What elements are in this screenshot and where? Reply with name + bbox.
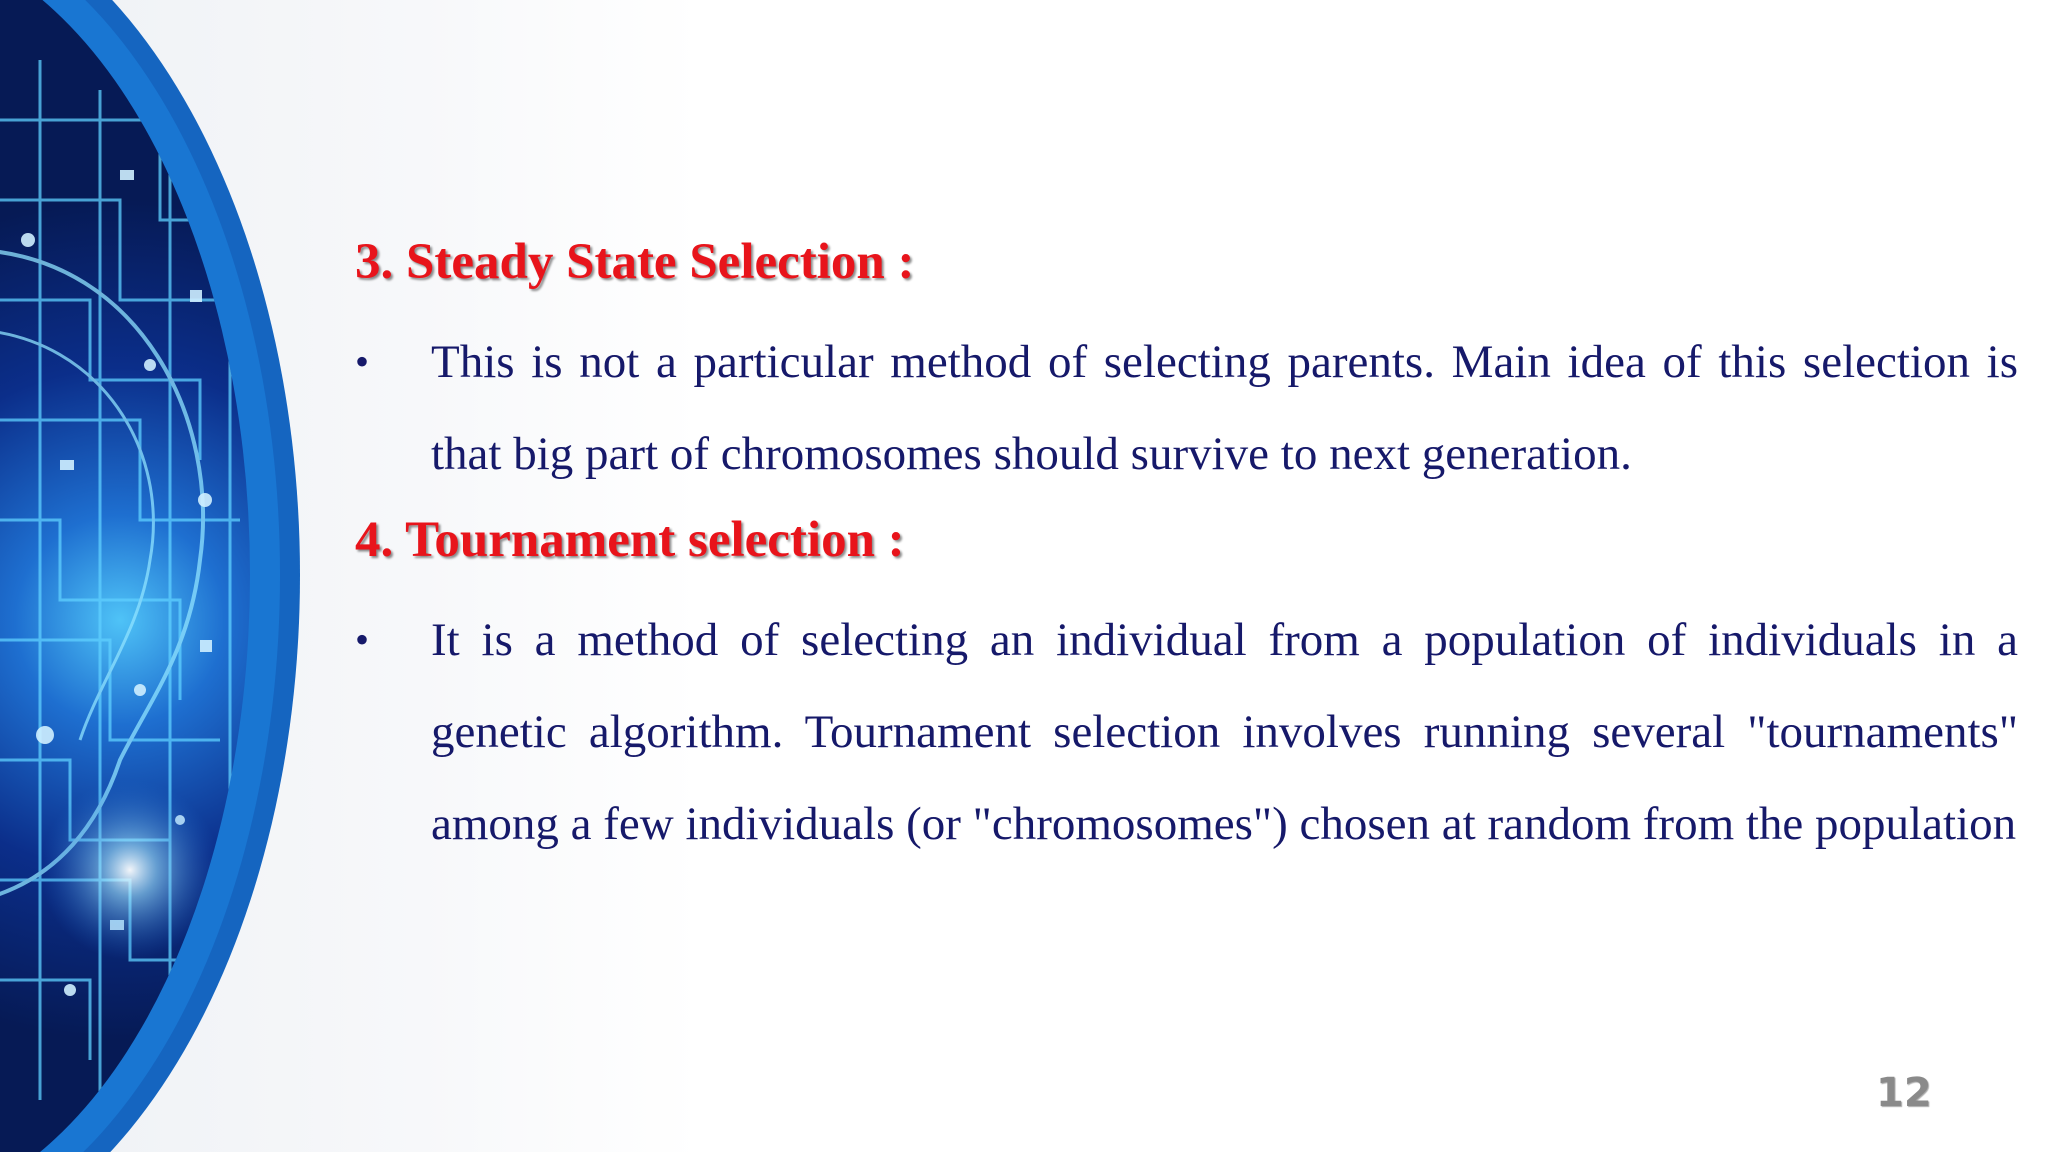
slide-content [355,232,2018,870]
page-number: 12 [1876,1070,1932,1116]
bullet-glyph: • [355,339,370,384]
bullet-glyph: • [355,617,370,662]
section-heading-steady-state: 3. Steady State Selection : [355,234,915,290]
bullet-tournament [355,594,2018,870]
bullet-steady-state [355,316,2018,500]
bullet-text: It is a method of selecting an individual from a population of individuals in a genetic algorithm. Tournament selection involves running several "tournaments" among a few individuals (or "chromosomes") chosen at random from the population [431,614,2018,850]
section-heading-tournament: 4. Tournament selection : [355,512,905,568]
bullet-text: This is not a particular method of selecting parents. Main idea of this selection is that big part of chromosomes should survive to next generation. [431,336,2018,480]
